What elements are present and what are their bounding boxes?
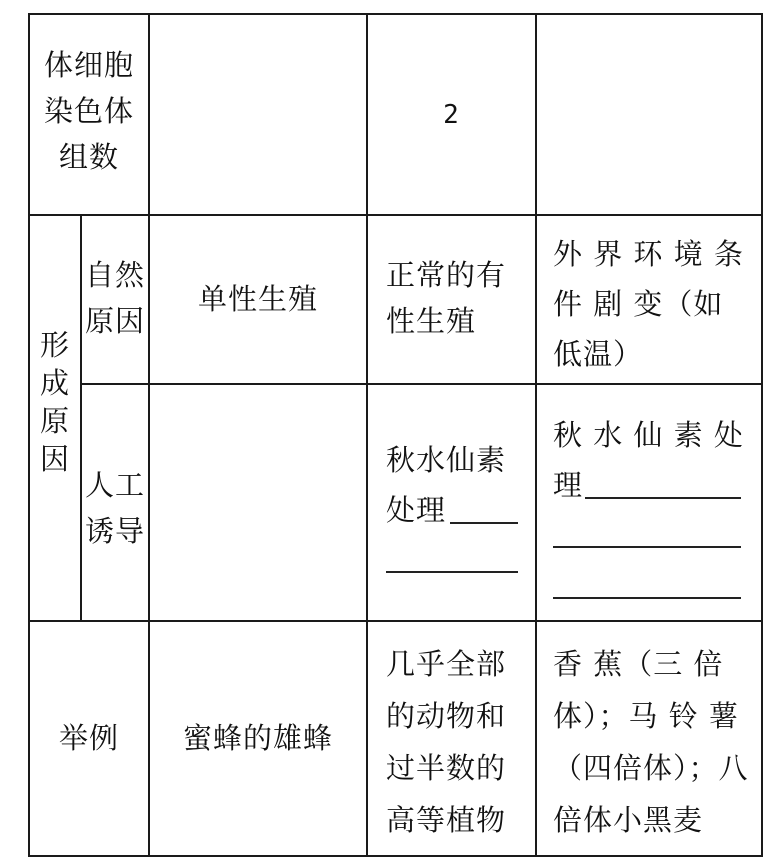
row-divider-1 (28, 214, 763, 216)
cell-line: 的动物和 (386, 699, 507, 733)
col-divider-3 (535, 13, 537, 857)
header-line: 染色体 (43, 94, 134, 128)
subheader-artificial-induction (82, 462, 148, 554)
cell-line (386, 485, 531, 535)
cell-line: 外 界 环 境 条 (553, 237, 744, 271)
cell-line: 件 剧 变（如 (553, 287, 724, 321)
cell-line: 几乎全部 (386, 647, 507, 681)
row-divider-natural-artificial (80, 383, 763, 385)
cell-line: 秋 水 仙 素 处 (553, 418, 744, 452)
cell-text: 理 (553, 468, 584, 502)
col-divider-2 (366, 13, 368, 857)
cell-line: 香 蕉（三 倍 (553, 647, 724, 681)
header-line: 组数 (58, 140, 119, 174)
header-line: 体细胞 (43, 48, 134, 82)
fill-blank-line (386, 571, 518, 573)
cell-examples-haploid: 蜜蜂的雄蜂 (182, 721, 333, 755)
header-char: 形 (39, 328, 70, 362)
header-char: 成 (39, 366, 70, 400)
cell-line: 性生殖 (386, 304, 477, 338)
table-right-border (761, 13, 763, 857)
cell-examples-diploid (386, 638, 531, 846)
cell-diploid-chromosome-sets: 2 (443, 100, 460, 130)
fill-blank-line (553, 546, 741, 548)
cell-line: 正常的有 (386, 258, 507, 292)
subheader-line: 诱导 (84, 514, 145, 548)
row-header-formation-cause (30, 326, 80, 478)
cell-line (553, 460, 758, 510)
cell-line: 高等植物 (386, 803, 507, 837)
subheader-line: 人工 (84, 468, 145, 502)
row-divider-2 (28, 620, 763, 622)
fill-blank-line (450, 522, 518, 524)
cell-examples-polyploid (553, 638, 758, 846)
cell-artificial-diploid (386, 435, 531, 535)
fill-blank-line (585, 497, 741, 499)
cell-artificial-polyploid (553, 410, 758, 510)
table-top-border (28, 13, 763, 15)
cell-text: 处理 (386, 493, 447, 527)
cell-natural-polyploid (553, 229, 758, 379)
row-header-examples: 举例 (58, 721, 119, 755)
fill-blank-line (553, 597, 741, 599)
cell-line: 低温） (553, 337, 644, 371)
header-char: 因 (39, 442, 70, 476)
row-header-chromosome-sets (30, 42, 148, 180)
subheader-line: 原因 (84, 304, 145, 338)
cell-line: （四倍体）；八 (553, 751, 749, 785)
cell-line: 倍体小黑麦 (553, 803, 704, 837)
subheader-line: 自然 (84, 258, 145, 292)
cell-line: 体）；马 铃 薯 (553, 699, 739, 733)
cell-line: 秋水仙素 (386, 443, 507, 477)
table-bottom-border (28, 855, 763, 857)
header-char: 原 (39, 404, 70, 438)
cell-natural-diploid (386, 252, 526, 344)
cell-natural-haploid: 单性生殖 (197, 282, 318, 316)
cell-line: 过半数的 (386, 751, 507, 785)
subheader-natural-cause (82, 252, 148, 344)
